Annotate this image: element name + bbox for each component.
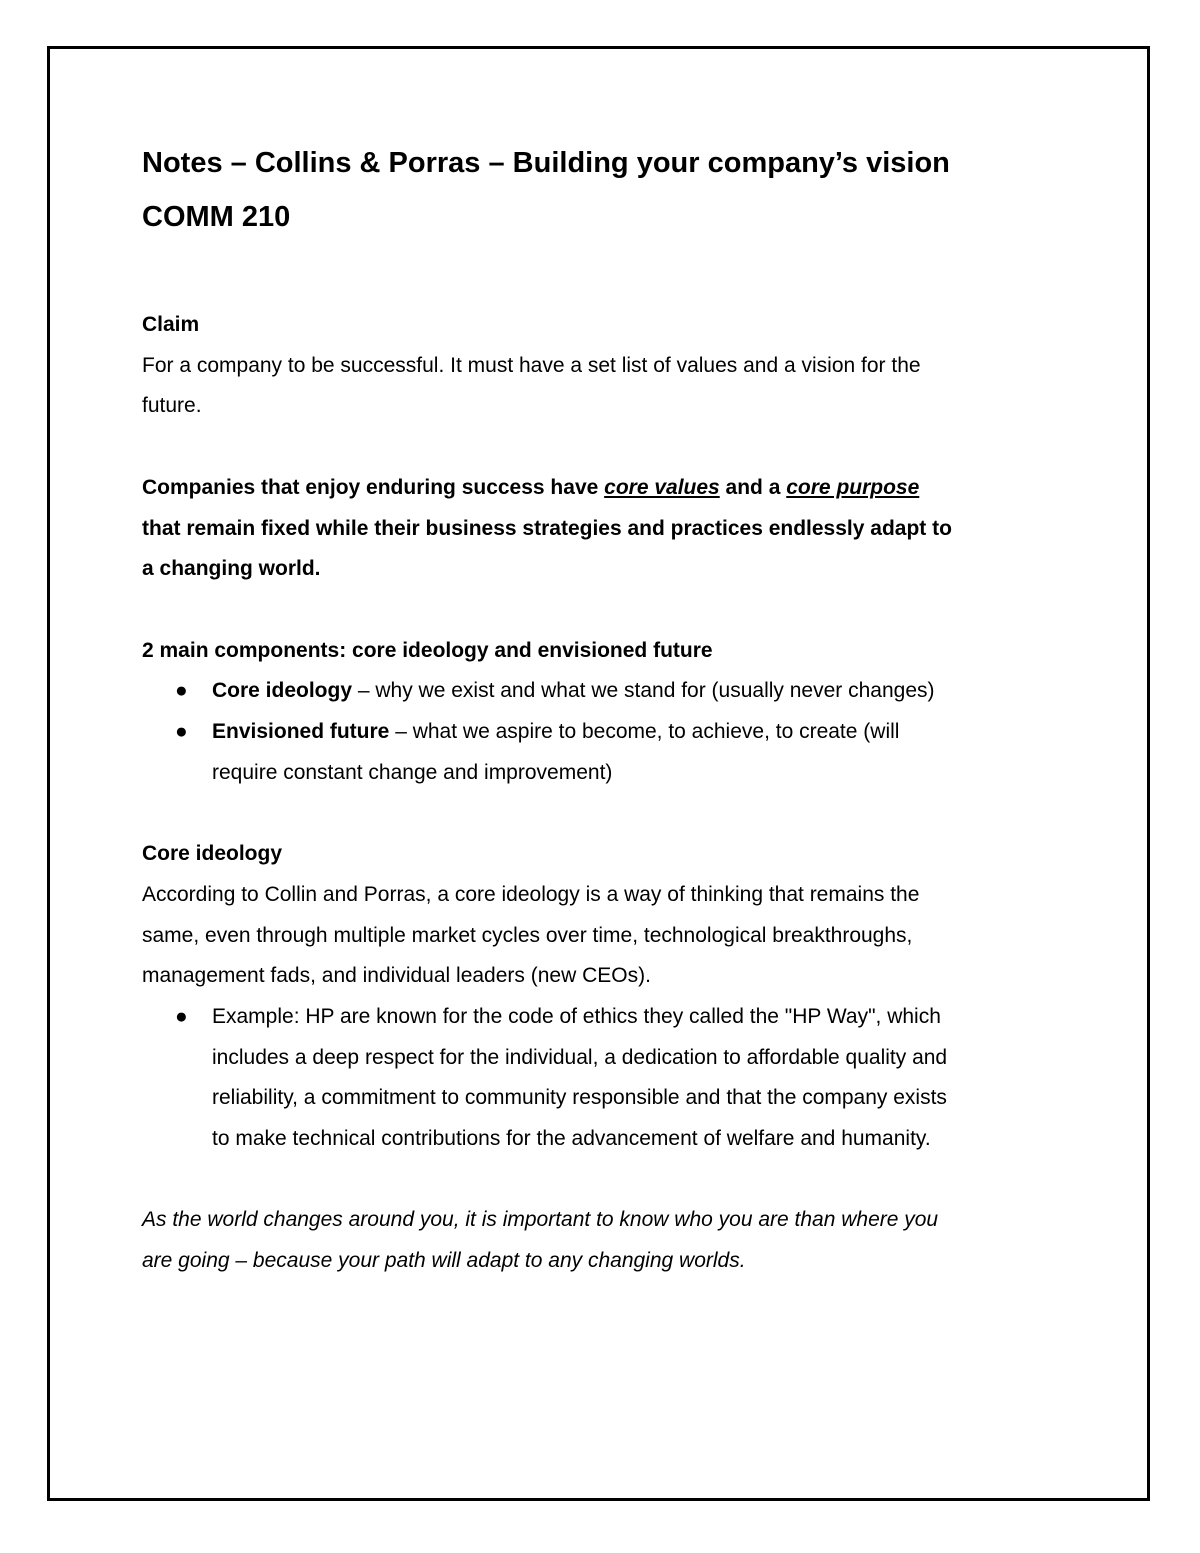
envisioned-future-term: Envisioned future (212, 720, 390, 743)
document-title (142, 136, 1062, 244)
example-line-3: reliability, a commitment to community responsible and that the company exists (212, 1086, 947, 1110)
closing-section (142, 1200, 1062, 1281)
core-ideology-section (142, 834, 1062, 1160)
components-heading: 2 main components: core ideology and envisioned future (142, 638, 713, 662)
closing-line-1: As the world changes around you, it is important to know who you are than where you (142, 1208, 939, 1232)
thesis-section (142, 468, 1062, 590)
example-line-1: Example: HP are known for the code of ethics they called the "HP Way", which (212, 1004, 941, 1028)
components-section (142, 631, 1062, 794)
title-line-1: Notes – Collins & Porras – Building your company’s vision (142, 147, 950, 179)
core-ideology-line-3: management fads, and individual leaders (new CEOs). (142, 964, 651, 988)
bullet-icon: ● (175, 679, 188, 703)
envisioned-future-description: – what we aspire to become, to achieve, to create (will (389, 720, 900, 743)
title-line-2: COMM 210 (142, 201, 291, 233)
example-line-2: includes a deep respect for the individual, a dedication to affordable quality and (212, 1045, 948, 1069)
example-list (142, 997, 1062, 1160)
core-ideology-line-2: same, even through multiple market cycles over time, technological breakthroughs, (142, 923, 913, 947)
example-line-4: to make technical contributions for the advancement of welfare and humanity. (212, 1127, 931, 1151)
bullet-icon: ● (175, 720, 188, 743)
core-ideology-line-1: According to Collin and Porras, a core ideology is a way of thinking that remains the (142, 882, 920, 906)
document-body (142, 136, 1062, 1282)
spacer (142, 427, 1062, 468)
bullet-icon: ● (175, 1004, 188, 1028)
thesis-text-2: and a (719, 475, 787, 499)
thesis-line-2: that remain fixed while their business strategies and practices endlessly adapt to (142, 516, 952, 540)
core-ideology-description: – why we exist and what we stand for (usually never changes) (352, 679, 935, 703)
claim-text-line-2: future. (142, 394, 202, 418)
core-purpose-term: core purpose (786, 475, 920, 499)
spacer (142, 793, 1062, 834)
core-ideology-heading: Core ideology (142, 842, 283, 866)
thesis-line-3: a changing world. (142, 557, 321, 581)
list-item (142, 712, 1062, 793)
claim-heading: Claim (142, 313, 200, 336)
thesis-line-1 (142, 468, 1062, 509)
core-ideology-term: Core ideology (212, 679, 353, 703)
core-values-term: core values (604, 475, 720, 499)
list-item (142, 671, 1062, 712)
spacer (142, 590, 1062, 631)
closing-line-2: are going – because your path will adapt to any changing worlds. (142, 1249, 746, 1273)
claim-text-line-1: For a company to be successful. It must have a set list of values and a vision for the (142, 353, 921, 377)
list-item (142, 997, 1062, 1160)
claim-section (142, 305, 1062, 427)
envisioned-future-description-line-2: require constant change and improvement) (212, 760, 613, 784)
components-list (142, 671, 1062, 793)
thesis-text-1: Companies that enjoy enduring success have (142, 475, 605, 499)
spacer (142, 1160, 1062, 1201)
